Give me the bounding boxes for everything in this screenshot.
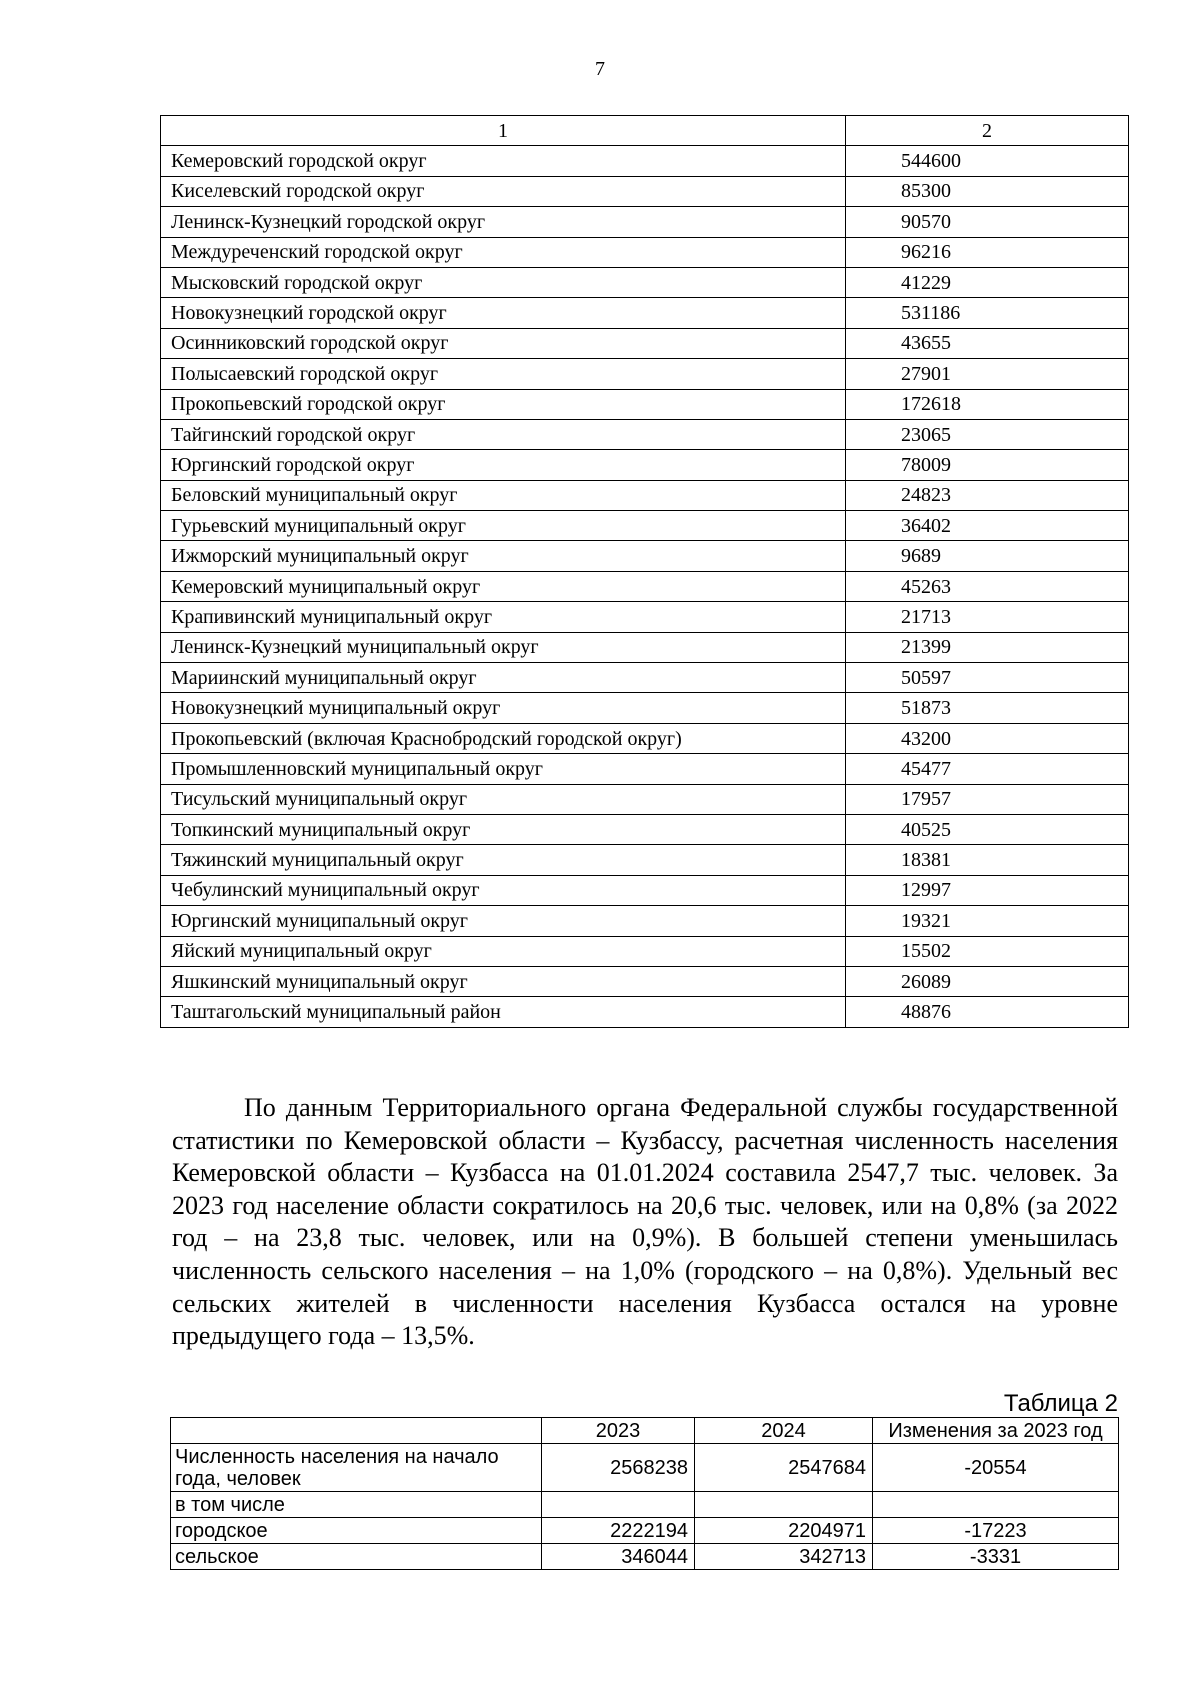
cell-2023: 2568238 bbox=[542, 1444, 695, 1492]
table-row bbox=[161, 480, 1129, 510]
municipality-name: Яйский муниципальный округ bbox=[161, 936, 846, 966]
table-row bbox=[161, 207, 1129, 237]
population-value: 12997 bbox=[846, 875, 1129, 905]
population-value: 48876 bbox=[846, 997, 1129, 1027]
population-value: 21713 bbox=[846, 602, 1129, 632]
table-row bbox=[161, 966, 1129, 996]
cell-2023: 346044 bbox=[542, 1544, 695, 1570]
table-row bbox=[161, 328, 1129, 358]
column-header: 1 bbox=[161, 116, 846, 146]
table-row bbox=[161, 693, 1129, 723]
population-value: 15502 bbox=[846, 936, 1129, 966]
population-paragraph: По данным Территориального органа Федеральной службы государственной статистики по Кемеровской области – Кузбассу, расчетная численность населения Кемеровской области – Кузбасса на 01.01.2024 составила 2547,7 тыс. человек. За 2023 год население области сократилось на 20,6 тыс. человек, или на 0,8% (за 2022 год – на 23,8 тыс. человек, или на 0,9%). В большей степени уменьшилась численность сельского населения – на 1,0% (городского – на 0,8%). Удельный вес сельских жителей в численности населения Кузбасса остался на уровне предыдущего года – 13,5%. bbox=[172, 1093, 1118, 1351]
table-row bbox=[161, 237, 1129, 267]
column-header: 2 bbox=[846, 116, 1129, 146]
page-number: 7 bbox=[595, 58, 605, 80]
table-header-row bbox=[171, 1418, 1119, 1444]
column-header: 2023 bbox=[542, 1418, 695, 1444]
population-value: 19321 bbox=[846, 906, 1129, 936]
table-row bbox=[161, 906, 1129, 936]
cell-2024: 2547684 bbox=[695, 1444, 873, 1492]
table-row bbox=[161, 754, 1129, 784]
municipality-name: Прокопьевский (включая Краснобродский городской округ) bbox=[161, 723, 846, 753]
municipality-name: Прокопьевский городской округ bbox=[161, 389, 846, 419]
row-label: Численность населения на начало года, человек bbox=[171, 1444, 542, 1492]
table-row bbox=[161, 602, 1129, 632]
table-row bbox=[161, 359, 1129, 389]
population-value: 27901 bbox=[846, 359, 1129, 389]
cell-2023 bbox=[542, 1492, 695, 1518]
municipality-name: Чебулинский муниципальный округ bbox=[161, 875, 846, 905]
table-row bbox=[161, 875, 1129, 905]
municipality-name: Гурьевский муниципальный округ bbox=[161, 511, 846, 541]
table-row bbox=[161, 663, 1129, 693]
municipality-name: Тяжинский муниципальный округ bbox=[161, 845, 846, 875]
table-row bbox=[171, 1518, 1119, 1544]
table-header-row bbox=[161, 116, 1129, 146]
cell-change: -17223 bbox=[873, 1518, 1119, 1544]
table-row bbox=[161, 389, 1129, 419]
population-value: 172618 bbox=[846, 389, 1129, 419]
municipalities-population-table bbox=[160, 115, 1129, 1028]
municipality-name: Тисульский муниципальный округ bbox=[161, 784, 846, 814]
municipality-name: Междуреченский городской округ bbox=[161, 237, 846, 267]
population-value: 43200 bbox=[846, 723, 1129, 753]
table-row bbox=[161, 814, 1129, 844]
population-value: 18381 bbox=[846, 845, 1129, 875]
municipality-name: Мариинский муниципальный округ bbox=[161, 663, 846, 693]
row-label: городское bbox=[171, 1518, 542, 1544]
column-header: 2024 bbox=[695, 1418, 873, 1444]
municipality-name: Юргинский городской округ bbox=[161, 450, 846, 480]
cell-2024: 342713 bbox=[695, 1544, 873, 1570]
table-row bbox=[161, 511, 1129, 541]
population-value: 45477 bbox=[846, 754, 1129, 784]
municipality-name: Таштагольский муниципальный район bbox=[161, 997, 846, 1027]
cell-2024: 2204971 bbox=[695, 1518, 873, 1544]
municipality-name: Осинниковский городской округ bbox=[161, 328, 846, 358]
population-value: 96216 bbox=[846, 237, 1129, 267]
population-value: 85300 bbox=[846, 176, 1129, 206]
table-row bbox=[161, 541, 1129, 571]
municipality-name: Промышленновский муниципальный округ bbox=[161, 754, 846, 784]
municipality-name: Кемеровский муниципальный округ bbox=[161, 571, 846, 601]
population-value: 9689 bbox=[846, 541, 1129, 571]
cell-change: -3331 bbox=[873, 1544, 1119, 1570]
column-header bbox=[171, 1418, 542, 1444]
table-row bbox=[161, 450, 1129, 480]
table-row bbox=[161, 997, 1129, 1027]
population-value: 51873 bbox=[846, 693, 1129, 723]
table-row bbox=[161, 419, 1129, 449]
table-row bbox=[161, 936, 1129, 966]
row-label: в том числе bbox=[171, 1492, 542, 1518]
municipality-name: Ленинск-Кузнецкий муниципальный округ bbox=[161, 632, 846, 662]
population-value: 45263 bbox=[846, 571, 1129, 601]
municipality-name: Новокузнецкий городской округ bbox=[161, 298, 846, 328]
municipality-name: Киселевский городской округ bbox=[161, 176, 846, 206]
table-row bbox=[161, 267, 1129, 297]
population-value: 41229 bbox=[846, 267, 1129, 297]
population-summary-table bbox=[170, 1417, 1119, 1570]
table-row bbox=[161, 146, 1129, 176]
cell-change: -20554 bbox=[873, 1444, 1119, 1492]
population-value: 78009 bbox=[846, 450, 1129, 480]
table-row bbox=[161, 176, 1129, 206]
municipality-name: Тайгинский городской округ bbox=[161, 419, 846, 449]
municipality-name: Кемеровский городской округ bbox=[161, 146, 846, 176]
cell-2023: 2222194 bbox=[542, 1518, 695, 1544]
municipality-name: Новокузнецкий муниципальный округ bbox=[161, 693, 846, 723]
population-value: 40525 bbox=[846, 814, 1129, 844]
municipality-name: Юргинский муниципальный округ bbox=[161, 906, 846, 936]
column-header: Изменения за 2023 год bbox=[873, 1418, 1119, 1444]
table-row bbox=[171, 1492, 1119, 1518]
population-value: 43655 bbox=[846, 328, 1129, 358]
population-value: 26089 bbox=[846, 966, 1129, 996]
table-row bbox=[171, 1544, 1119, 1570]
cell-2024 bbox=[695, 1492, 873, 1518]
population-value: 24823 bbox=[846, 480, 1129, 510]
municipality-name: Полысаевский городской округ bbox=[161, 359, 846, 389]
population-value: 23065 bbox=[846, 419, 1129, 449]
municipality-name: Крапивинский муниципальный округ bbox=[161, 602, 846, 632]
population-value: 544600 bbox=[846, 146, 1129, 176]
table-caption: Таблица 2 bbox=[1003, 1390, 1118, 1417]
table-row bbox=[161, 784, 1129, 814]
table-row bbox=[161, 723, 1129, 753]
population-value: 50597 bbox=[846, 663, 1129, 693]
population-value: 531186 bbox=[846, 298, 1129, 328]
municipality-name: Ижморский муниципальный округ bbox=[161, 541, 846, 571]
table-row bbox=[171, 1444, 1119, 1492]
population-value: 36402 bbox=[846, 511, 1129, 541]
municipality-name: Яшкинский муниципальный округ bbox=[161, 966, 846, 996]
table-row bbox=[161, 845, 1129, 875]
municipality-name: Мысковский городской округ bbox=[161, 267, 846, 297]
population-value: 17957 bbox=[846, 784, 1129, 814]
municipality-name: Беловский муниципальный округ bbox=[161, 480, 846, 510]
cell-change bbox=[873, 1492, 1119, 1518]
municipality-name: Ленинск-Кузнецкий городской округ bbox=[161, 207, 846, 237]
municipality-name: Топкинский муниципальный округ bbox=[161, 814, 846, 844]
row-label: сельское bbox=[171, 1544, 542, 1570]
table-row bbox=[161, 571, 1129, 601]
population-value: 90570 bbox=[846, 207, 1129, 237]
population-value: 21399 bbox=[846, 632, 1129, 662]
table-row bbox=[161, 298, 1129, 328]
table-row bbox=[161, 632, 1129, 662]
